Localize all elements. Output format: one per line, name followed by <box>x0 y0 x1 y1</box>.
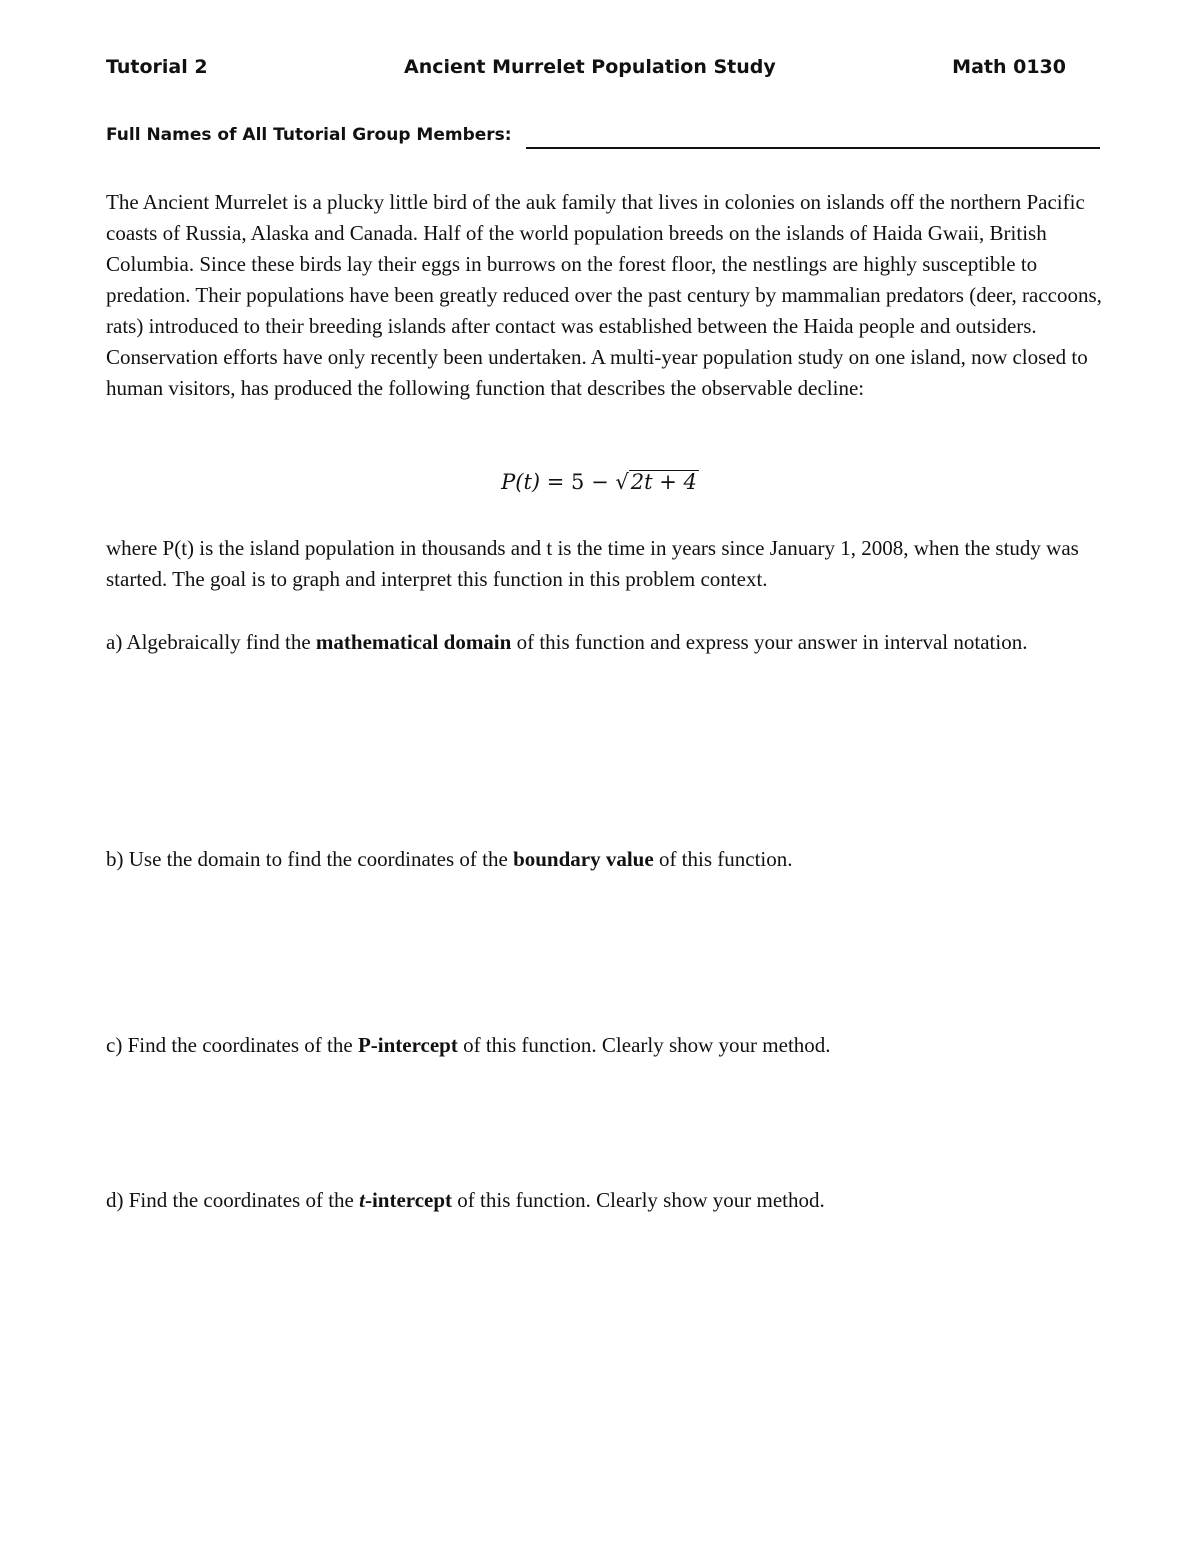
question-c-keyword: P-intercept <box>357 1033 458 1057</box>
question-c-text-after: of this function. Clearly show your method. <box>457 1033 831 1057</box>
equation-constant: = 5 − <box>540 470 616 494</box>
question-d <box>106 1185 1106 1216</box>
population-equation <box>0 470 1200 494</box>
question-a <box>106 627 1106 658</box>
question-b-text-before: b) Use the domain to find the coordinates of the <box>106 847 514 871</box>
equation-lhs: P(t) <box>501 470 541 494</box>
question-d-keyword-variable: t <box>359 1188 365 1212</box>
question-a-text-after: of this function and express your answer in interval notation. <box>511 630 1028 654</box>
question-d-text-before: d) Find the coordinates of the <box>106 1188 360 1212</box>
group-members-blank-line[interactable] <box>526 147 1100 149</box>
question-b-text-after: of this function. <box>653 847 793 871</box>
question-c-text-before: c) Find the coordinates of the <box>106 1033 358 1057</box>
question-a-text-before: a) Algebraically find the <box>106 630 316 654</box>
header-title: Ancient Murrelet Population Study <box>404 56 776 78</box>
definition-paragraph: where P(t) is the island population in thousands and t is the time in years since January 1, 2008, when the study was started. The goal is to graph and interpret this function in this problem context. <box>106 536 1079 591</box>
header-course-code: Math 0130 <box>952 56 1066 78</box>
page-header <box>106 56 1066 86</box>
question-b-keyword: boundary value <box>513 847 654 871</box>
equation-radicand: 2t + 4 <box>630 470 697 494</box>
header-tutorial-number: Tutorial 2 <box>106 56 208 78</box>
question-c <box>106 1030 1106 1061</box>
group-members-label: Full Names of All Tutorial Group Members: <box>106 125 512 145</box>
group-members-row <box>106 125 1100 153</box>
question-b <box>106 844 1106 875</box>
intro-paragraph: The Ancient Murrelet is a plucky little bird of the auk family that lives in colonies on islands off the northern Pacific coasts of Russia, Alaska and Canada. Half of the world population breeds on the islands of Haida Gwaii, British Columbia. Since these birds lay their eggs in burrows on the forest floor, the nestlings are highly susceptible to predation. Their populations have been greatly reduced over the past century by mammalian predators (deer, raccoons, rats) introduced to their breeding islands after contact was established between the Haida people and outsiders. Conservation efforts have only recently been undertaken. A multi-year population study on one island, now closed to human visitors, has produced the following function that describes the observable decline: <box>106 190 1102 400</box>
question-a-keyword: mathematical domain <box>315 630 512 654</box>
question-d-keyword: -intercept <box>364 1188 453 1212</box>
question-d-text-after: of this function. Clearly show your method. <box>452 1188 825 1212</box>
square-root-symbol: √ <box>615 470 629 494</box>
